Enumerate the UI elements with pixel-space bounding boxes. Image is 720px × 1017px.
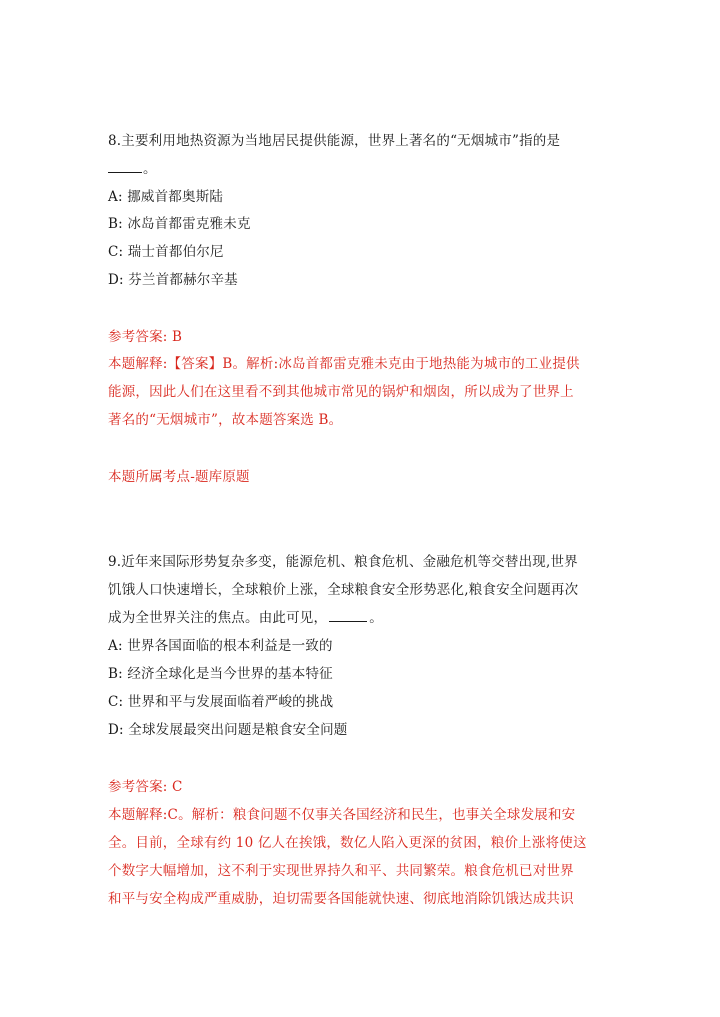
q9-stem-line2: 饥饿人口快速增长，全球粮价上涨，全球粮食安全形势恶化,粮食安全问题再次 xyxy=(108,582,579,598)
q8-answer: 参考答案: B xyxy=(108,329,183,345)
q8-stem-line1: 8.主要利用地热资源为当地居民提供能源，世界上著名的“无烟城市”指的是 xyxy=(108,133,561,149)
q9-analysis-line4: 和平与安全构成严重威胁，迫切需要各国能就快速、彻底地消除饥饿达成共识 xyxy=(108,891,574,907)
q9-stem-line3-tail: 。 xyxy=(369,610,383,626)
answer-blank xyxy=(329,609,367,622)
q8-option-c: C: 瑞士首都伯尔尼 xyxy=(108,244,224,260)
q8-category: 本题所属考点-题库原题 xyxy=(108,469,250,485)
answer-blank xyxy=(108,160,142,173)
q9-analysis-line1: 本题解释:C。解析：粮食问题不仅事关各国经济和民生，也事关全球发展和安 xyxy=(108,807,576,823)
q9-stem-line3 xyxy=(108,608,383,628)
q8-analysis-line3: 著名的“无烟城市”，故本题答案选 B。 xyxy=(108,412,343,428)
q8-option-d: D: 芬兰首都赫尔辛基 xyxy=(108,272,238,288)
q9-option-d: D: 全球发展最突出问题是粮食安全问题 xyxy=(108,722,348,738)
q9-stem-line1: 9.近年来国际形势复杂多变，能源危机、粮食危机、金融危机等交替出现,世界 xyxy=(108,554,578,570)
q9-stem-line3-head: 成为全世界关注的焦点。由此可见， xyxy=(108,610,328,626)
q9-option-b: B: 经济全球化是当今世界的基本特征 xyxy=(108,666,333,682)
q8-option-b: B: 冰岛首都雷克雅未克 xyxy=(108,216,251,232)
q8-analysis-line2: 能源，因此人们在这里看不到其他城市常见的锅炉和烟囱，所以成为了世界上 xyxy=(108,384,574,400)
q8-option-a: A: 挪威首都奥斯陆 xyxy=(108,189,224,205)
q9-analysis-line3: 个数字大幅增加，这不利于实现世界持久和平、共同繁荣。粮食危机已对世界 xyxy=(108,863,574,879)
q9-option-c: C: 世界和平与发展面临着严峻的挑战 xyxy=(108,694,334,710)
q9-answer: 参考答案: C xyxy=(108,779,183,795)
q8-stem-line2 xyxy=(108,159,157,179)
q8-analysis-line1: 本题解释:【答案】B。解析:冰岛首都雷克雅未克由于地热能为城市的工业提供 xyxy=(108,356,580,372)
q9-analysis-line2: 全。目前，全球有约 10 亿人在挨饿，数亿人陷入更深的贫困，粮价上涨将使这 xyxy=(108,835,587,851)
q9-option-a: A: 世界各国面临的根本利益是一致的 xyxy=(108,638,333,654)
q8-stem-tail: 。 xyxy=(143,161,157,177)
